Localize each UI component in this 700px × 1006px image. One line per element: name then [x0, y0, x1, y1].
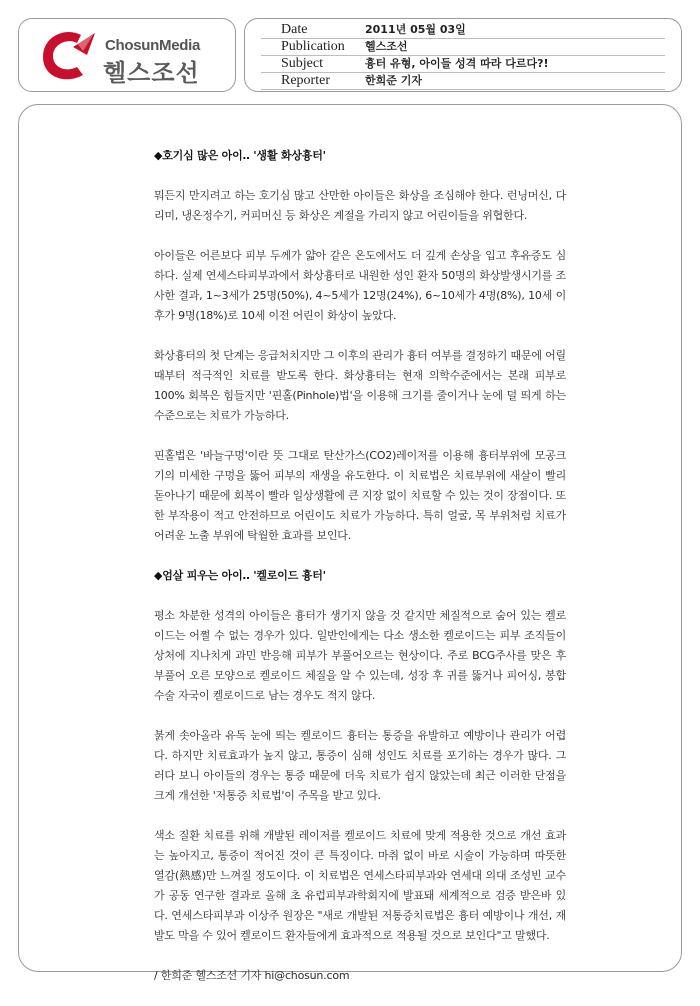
section-title: ◆호기심 많은 아이‥ '생활 화상흉터'	[154, 149, 326, 162]
meta-value-publication: 헬스조선	[365, 40, 408, 53]
logo-box	[18, 18, 236, 92]
reporter-signature: / 한희준 헬스조선 기자 hi@chosun.com	[154, 969, 350, 982]
meta-key: Reporter	[281, 73, 330, 88]
meta-value-reporter: 한희준 기자	[365, 74, 422, 87]
meta-key: Subject	[281, 56, 323, 71]
section-title: ◆엄살 피우는 아이‥ '켈로이드 흉터'	[154, 569, 326, 582]
article-paragraph: 평소 차분한 성격의 아이들은 흉터가 생기지 않을 것 같지만 체질적으로 숨어 있는 켈로이드는 어쩔 수 없는 경우가 있다. 일반인에게는 다소 생소한 켈로이드는 피부 조직들이 상처에 지나치게 과민 반응해 피부가 부풀어오르는 현상이다. 주로 BCG주사를 맞은 후 부풀어 오른 모양으로 켈로이드 체질을 알 수 있는데, 성장 후 귀를 뚫거나 피어싱, 봉합수술 자국이 켈로이드로 남는 경우도 적지 않다.	[154, 609, 566, 702]
meta-row-publication	[261, 38, 665, 56]
article-paragraph: 색소 질환 치료를 위해 개발된 레이저를 켈로이드 치료에 맞게 적용한 것으로 개선 효과는 높아지고, 통증이 적어진 것이 큰 특징이다. 마취 없이 바로 시술이 가능하며 따뜻한 열감(熱感)만 느껴질 정도이다. 이 치료법은 연세스타피부과와 연세대 의대 조성빈 교수가 공동 연구한 결과로 올해 초 유럽피부과학회지에 발표돼 세계적으로 검증 받은바 있다. 연세스타피부과 이상주 원장은 "새로 개발된 저통증치료법은 흉터 예방이나 개선, 재발도 막을 수 있어 켈로이드 환자들에게 효과적으로 적용될 것으로 보인다"고 말했다.	[154, 829, 566, 942]
meta-row-subject	[261, 55, 665, 73]
article-paragraph: 붉게 솟아올라 유독 눈에 띄는 켈로이드 흉터는 통증을 유발하고 예방이나 관리가 어렵다. 하지만 치료효과가 높지 않고, 통증이 심해 성인도 치료를 포기하는 경우가 많다. 그러다 보니 아이들의 경우는 통증 때문에 더욱 치료가 쉽지 않았는데 최근 이러한 단점을 크게 개선한 '저통증 치료법'이 주목을 받고 있다.	[154, 729, 566, 802]
article-paragraph: 뭐든지 만지려고 하는 호기심 많고 산만한 아이들은 화상을 조심해야 한다. 런닝머신, 다리미, 냉온정수기, 커피머신 등 화상은 계절을 가리지 않고 어린이들을 위협한다.	[154, 189, 566, 222]
meta-row-reporter	[261, 72, 665, 90]
meta-value-subject: 흉터 유형, 아이들 성격 따라 다르다?!	[365, 57, 549, 70]
logo-brand-en: ChosunMedia	[105, 37, 201, 54]
article-paragraph: 아이들은 어른보다 피부 두께가 얇아 같은 온도에서도 더 깊게 손상을 입고 후유증도 심하다. 실제 연세스타피부과에서 화상흉터로 내원한 성인 환자 50명의 화상발생시기를 조사한 결과, 1~3세가 25명(50%), 4~5세가 12명(24%), 6~10세가 4명(8%), 10세 이후가 9명(18%)로 10세 이전 어린이 화상이 높았다.	[154, 249, 566, 322]
meta-value-date: 2011년 05월 03일	[365, 23, 466, 36]
meta-key: Date	[281, 22, 308, 37]
article-paragraph: 화상흉터의 첫 단계는 응급처치지만 그 이후의 관리가 흉터 여부를 결정하기 때문에 어릴 때부터 적극적인 치료를 받도록 한다. 화상흉터는 현재 의학수준에서는 본래 피부로 100% 회복은 힘들지만 '핀홀(Pinhole)법'을 이용해 크기를 줄이거나 눈에 덜 띄게 하는 수준으로는 치료가 가능하다.	[154, 349, 566, 422]
logo-brand-kr: 헬스조선	[103, 59, 200, 87]
meta-key: Publication	[281, 39, 345, 54]
article-body	[154, 146, 566, 1006]
meta-row-date	[261, 21, 665, 39]
article-meta-box	[244, 18, 682, 92]
chosun-c-logo-icon	[37, 25, 101, 87]
article-paragraph: 핀홀법은 '바늘구멍'이란 뜻 그대로 탄산가스(CO2)레이저를 이용해 흉터부위에 모공크기의 미세한 구멍을 뚫어 피부의 재생을 유도한다. 이 치료법은 치료부위에 새살이 빨리 돋아나기 때문에 회복이 빨라 일상생활에 큰 지장 없이 치료할 수 있는 것이 장점이다. 또한 부작용이 적고 안전하므로 어린이도 치료가 가능하다. 특히 얼굴, 목 부위처럼 치료가 어려운 노출 부위에 탁월한 효과를 보인다.	[154, 449, 566, 542]
